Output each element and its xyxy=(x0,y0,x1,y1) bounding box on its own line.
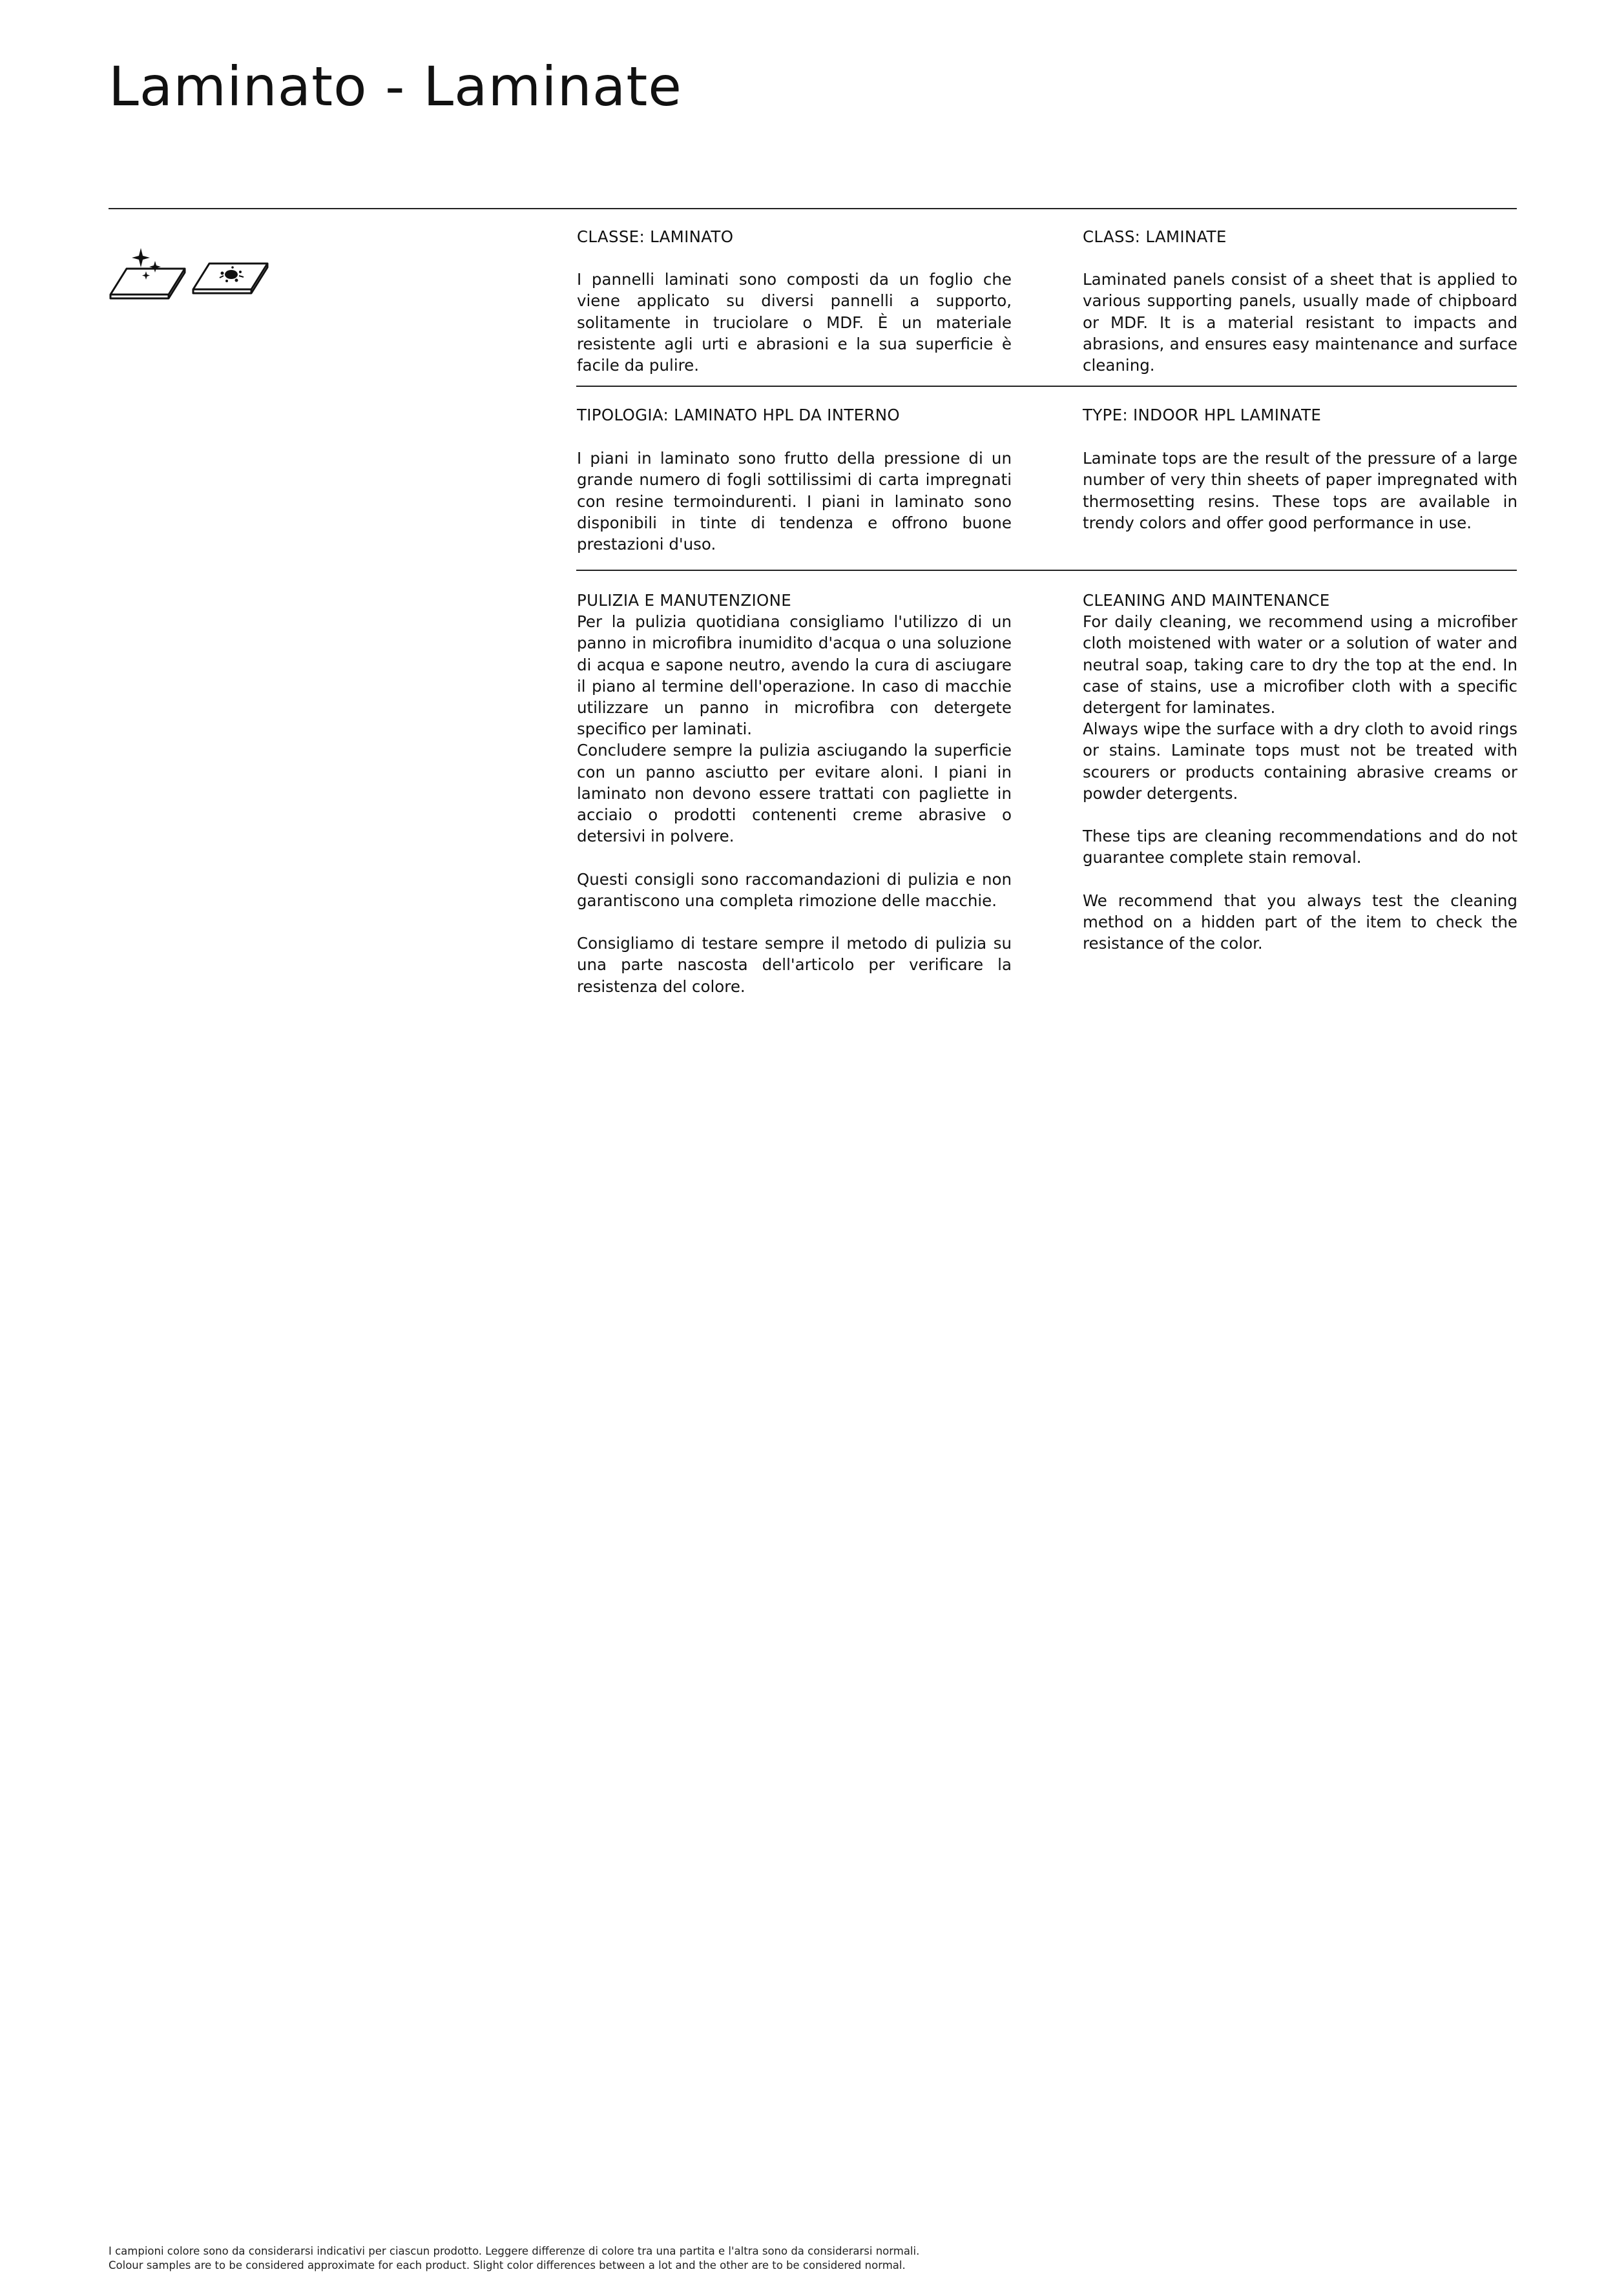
type-heading-en: TYPE: INDOOR HPL LAMINATE xyxy=(1083,406,1322,424)
spacer xyxy=(577,911,1012,933)
type-text-en: Laminate tops are the result of the pressure of a large number of very thin sheets of paper impregnated with thermosetting resins. These tops are available in trendy colors and offer good performance in use. xyxy=(1083,449,1517,532)
cleaning-paragraph-it-1: Per la pulizia quotidiana consigliamo l'utilizzo di un panno in microfibra inumidito d'acqua o una soluzione di acqua e sapone neutro, avendo la cura di asciugare il piano al termine dell'operazione. In caso di macchie utilizzare un panno in microfibra con detergete specifico per laminati. xyxy=(577,612,1012,739)
spacer xyxy=(577,847,1012,868)
type-text-it: I piani in laminato sono frutto della pressione di un grande numero di fogli sottilissimi di carta impregnati con resine termoindurenti. I piani in laminato sono disponibili in tinte di tendenza e offrono buone prestazioni d'uso. xyxy=(577,449,1012,554)
cleaning-paragraph-it-3: Questi consigli sono raccomandazioni di pulizia e non garantiscono una completa rimozione delle macchie. xyxy=(577,869,1012,910)
cleaning-paragraph-en-2: Always wipe the surface with a dry cloth to avoid rings or stains. Laminate tops must not be treated with scourers or products containing abrasive creams or powder detergents. xyxy=(1083,719,1517,803)
spacer xyxy=(1083,869,1517,890)
class-section-en xyxy=(1083,226,1517,376)
stain-resistant-surface-icon xyxy=(190,244,270,302)
footer-note-en: Colour samples are to be considered approximate for each product. Slight color differences between a lot and the other are to be considered normal. xyxy=(109,2259,906,2271)
type-heading-it: TIPOLOGIA: LAMINATO HPL DA INTERNO xyxy=(577,406,900,424)
cleaning-paragraph-en-1: For daily cleaning, we recommend using a microfiber cloth moistened with water or a solution of water and neutral soap, taking care to dry the top at the end. In case of stains, use a microfiber cloth with a specific detergent for laminates. xyxy=(1083,612,1517,718)
cleaning-section-en xyxy=(1083,590,1517,954)
page-title: Laminato - Laminate xyxy=(109,55,682,118)
shine-clean-surface-icon xyxy=(107,244,187,302)
material-icons xyxy=(107,244,282,302)
section-divider-2 xyxy=(576,570,1517,571)
class-section-it xyxy=(577,226,1012,376)
cleaning-section-it xyxy=(577,590,1012,997)
cleaning-paragraph-en-4: We recommend that you always test the cleaning method on a hidden part of the item to check the resistance of the color. xyxy=(1083,891,1517,953)
cleaning-heading-en: CLEANING AND MAINTENANCE xyxy=(1083,591,1330,610)
spacer xyxy=(1083,804,1517,825)
class-heading-en: CLASS: LAMINATE xyxy=(1083,227,1227,246)
cleaning-paragraph-it-4: Consigliamo di testare sempre il metodo di pulizia su una parte nascosta dell'articolo per verificare la resistenza del colore. xyxy=(577,934,1012,996)
class-heading-it: CLASSE: LAMINATO xyxy=(577,227,734,246)
footer-disclaimer xyxy=(109,2244,1517,2273)
footer-note-it: I campioni colore sono da considerarsi indicativi per ciascun prodotto. Leggere differenze di colore tra una partita e l'altra sono da considerarsi normali. xyxy=(109,2245,920,2257)
cleaning-paragraph-it-2: Concludere sempre la pulizia asciugando la superficie con un panno asciutto per evitare aloni. I piani in laminato non devono essere trattati con pagliette in acciaio o prodotti contenenti creme abrasive o detersivi in polvere. xyxy=(577,741,1012,846)
section-divider-1 xyxy=(576,386,1517,387)
class-text-it: I pannelli laminati sono composti da un foglio che viene applicato su diversi pannelli a supporto, solitamente in truciolare o MDF. È un materiale resistente agli urti e abrasioni e la sua superficie è facile da pulire. xyxy=(577,270,1012,375)
class-text-en: Laminated panels consist of a sheet that is applied to various supporting panels, usually made of chipboard or MDF. It is a material resistant to impacts and abrasions, and ensures easy maintenance and surface cleaning. xyxy=(1083,270,1517,375)
top-divider xyxy=(109,208,1517,209)
type-section-en xyxy=(1083,404,1517,533)
type-section-it xyxy=(577,404,1012,555)
cleaning-paragraph-en-3: These tips are cleaning recommendations and do not guarantee complete stain removal. xyxy=(1083,827,1517,867)
cleaning-heading-it: PULIZIA E MANUTENZIONE xyxy=(577,591,792,610)
